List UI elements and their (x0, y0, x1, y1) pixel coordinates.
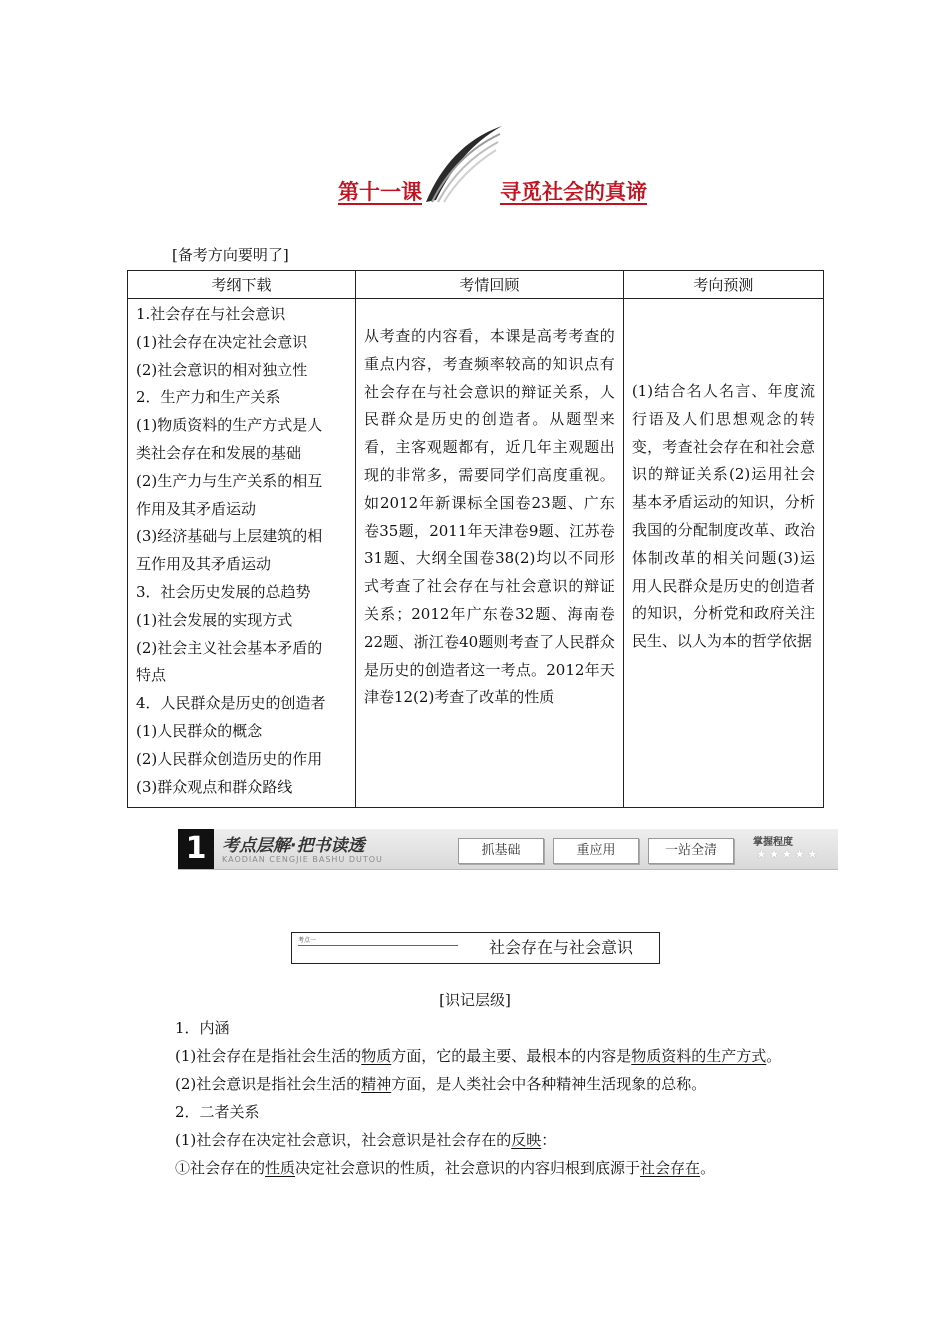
heading-relationship: 2．二者关系 (175, 1103, 260, 1121)
exam-overview-table (127, 270, 824, 808)
header-forecast: 考向预测 (623, 271, 823, 299)
section-title: 考点层解·把书读透 (222, 836, 365, 856)
prep-label: [备考方向要明了] (172, 246, 289, 264)
mastery-stars-icon: ★★★★★ (756, 847, 820, 861)
syllabus-line: (1)物质资料的生产方式是人 (136, 416, 323, 435)
paragraph-determines (143, 1126, 809, 1154)
heading-connotation: 1．内涵 (175, 1019, 230, 1037)
syllabus-line: 1.社会存在与社会意识 (136, 305, 286, 323)
syllabus-line: 互作用及其矛盾运动 (136, 555, 272, 574)
table-header-row (128, 271, 824, 299)
key-term: 社会存在 (640, 1159, 701, 1177)
level-label: [识记层级] (439, 991, 511, 1009)
all-clear-button[interactable]: 一站全清 (648, 838, 734, 864)
body-content (143, 1014, 809, 1182)
syllabus-line: (2)人民群众创造历史的作用 (136, 749, 323, 768)
text: ①社会存在的 (175, 1159, 266, 1177)
application-button[interactable]: 重应用 (553, 838, 639, 864)
syllabus-line: (1)社会发展的实现方式 (136, 610, 293, 629)
forecast-text: (1)结合名人名言、年度流行语及人们思想观念的转变，考查社会存在和社会意识的辩证关系(2)运用社会基本矛盾运动的知识，分析我国的分配制度改革、政治体制改革的相关问题(3)运用人民群众是历史的创造者的知识，分析党和政府关注民生、以人为本的哲学依据 (631, 382, 815, 651)
text: ： (541, 1131, 557, 1149)
paragraph-social-existence (143, 1042, 809, 1070)
knowledge-point-box (291, 932, 660, 964)
syllabus-line: (2)社会意识的相对独立性 (136, 360, 308, 379)
paragraph-nature (143, 1154, 809, 1182)
review-cell (355, 299, 623, 808)
syllabus-line: 3．社会历史发展的总趋势 (136, 582, 311, 601)
key-term: 物质 (361, 1047, 392, 1065)
syllabus-line: (3)群众观点和群众路线 (136, 777, 293, 796)
key-term: 反映 (511, 1131, 542, 1149)
lesson-title (0, 124, 950, 214)
lesson-name: 寻觅社会的真谛 (500, 179, 647, 204)
forecast-cell (623, 299, 823, 808)
key-term: 性质 (265, 1159, 296, 1177)
header-review: 考情回顾 (355, 271, 623, 299)
text: (1)社会存在决定社会意识，社会意识是社会存在的 (175, 1131, 512, 1149)
syllabus-cell (128, 299, 356, 808)
text: 。 (700, 1159, 716, 1177)
table-row (128, 299, 824, 808)
syllabus-line: 类社会存在和发展的基础 (136, 443, 302, 462)
text: 。 (766, 1047, 782, 1065)
syllabus-line: 4．人民群众是历史的创造者 (136, 694, 326, 713)
syllabus-line: (3)经济基础与上层建筑的相 (136, 527, 323, 546)
section-subtitle: KAODIAN CENGJIE BASHU DUTOU (222, 855, 383, 864)
text: (1)社会存在是指社会生活的 (175, 1047, 362, 1065)
syllabus-line: (2)生产力与生产关系的相互 (136, 471, 323, 490)
header-syllabus: 考纲下载 (128, 271, 356, 299)
text: 方面，是人类社会中各种精神生活现象的总称。 (391, 1075, 707, 1093)
section-number: 1 (178, 829, 214, 869)
basics-button[interactable]: 抓基础 (458, 838, 544, 864)
text: 方面，它的最主要、最根本的内容是 (391, 1047, 632, 1065)
paragraph-social-consciousness (143, 1070, 809, 1098)
text: (2)社会意识是指社会生活的 (175, 1075, 362, 1093)
syllabus-line: (2)社会主义社会基本矛盾的 (136, 638, 323, 657)
key-term: 精神 (361, 1075, 392, 1093)
mastery-label: 掌握程度 (753, 837, 793, 848)
review-text: 从考查的内容看，本课是高考考查的重点内容，考查频率较高的知识点有社会存在与社会意识的辩证关系，人民群众是历史的创造者。从题型来看，主客观题都有，近几年主观题出现的非常多，需要同学们高度重视。如2012年新课标全国卷23题、广东卷35题，2011年天津卷9题、江苏卷31题、大纲全国卷38(2)均以不同形式考查了社会存在与社会意识的辩证关系；2012年广东卷32题、海南卷22题、浙江卷40题则考查了人民群众是历史的创造者这一考点。2012年天津卷12(2)考查了改革的性质 (363, 327, 615, 707)
syllabus-line: (1)人民群众的概念 (136, 721, 263, 740)
syllabus-line: 作用及其矛盾运动 (136, 499, 257, 518)
key-term: 物质资料的生产方式 (631, 1047, 767, 1065)
text: 决定社会意识的性质，社会意识的内容归根到底源于 (295, 1159, 641, 1177)
point-tag: 考点一 (298, 935, 458, 946)
lesson-number: 第十一课 (338, 179, 422, 204)
syllabus-line: (1)社会存在决定社会意识 (136, 332, 308, 351)
syllabus-line: 2．生产力和生产关系 (136, 388, 281, 407)
section-banner (178, 829, 838, 870)
swoosh-decoration-icon (422, 124, 504, 204)
syllabus-line: 特点 (136, 666, 167, 685)
point-title: 社会存在与社会意识 (489, 938, 634, 957)
